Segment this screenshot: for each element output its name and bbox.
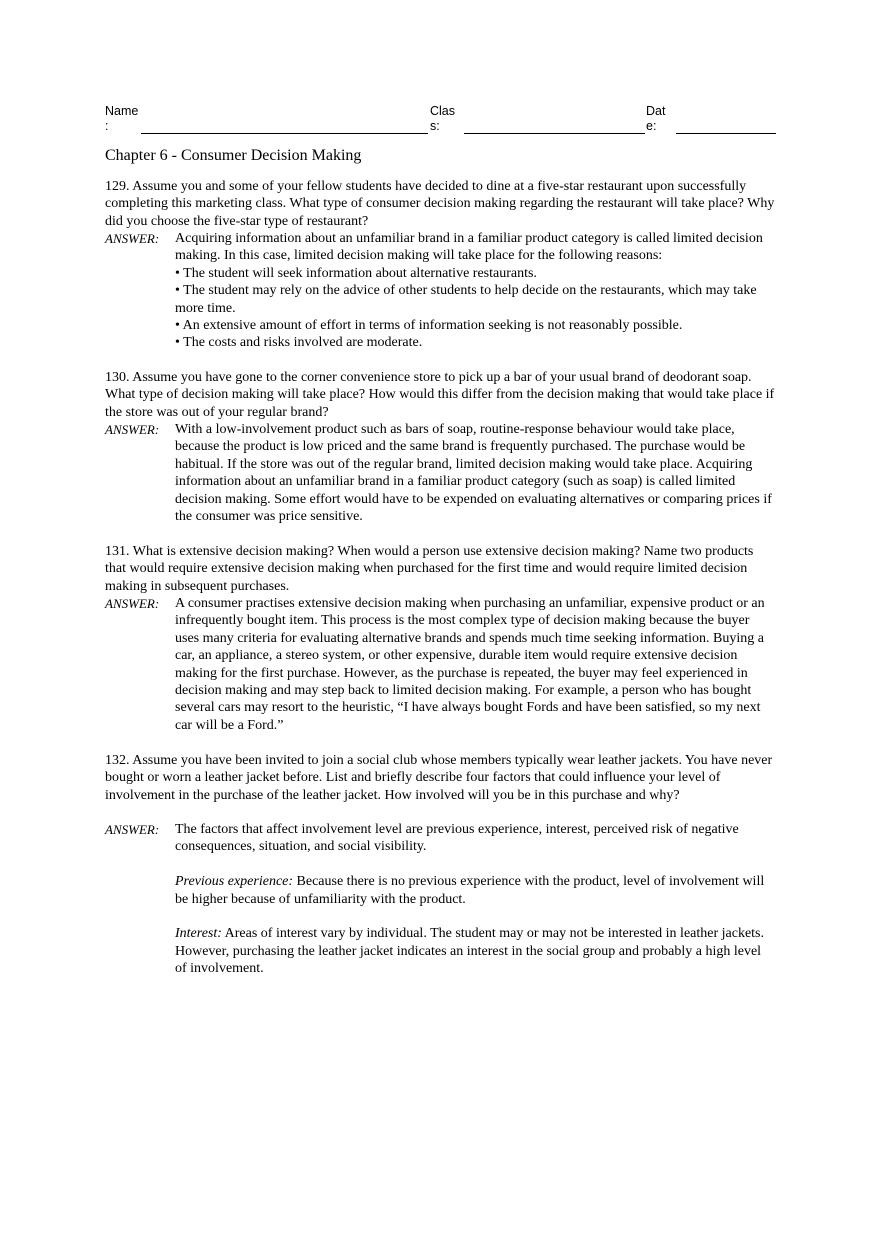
question-129: 129. Assume you and some of your fellow students have decided to dine at a five-star restaurant upon successfully completing this marketing class. What type of consumer decision making regarding the restaurant will take place? Why did you choose the five-star type of restaurant? [105, 179, 775, 229]
answer-130 [105, 421, 775, 525]
answer-129-intro: Acquiring information about an unfamiliar brand in a familiar product category is called limited decision making. In this case, limited decision making will take place for the following reasons: [175, 231, 763, 264]
class-label [430, 104, 455, 134]
question-132: 132. Assume you have been invited to join a social club whose members typically wear leather jackets. You have never bought or worn a leather jacket before. List and briefly describe four factors that could influence your level of involvement in the purchase of the leather jacket. How involved will you be in this purchase and why? [105, 753, 773, 803]
factor-text: Areas of interest vary by individual. The student may or may not be interested in leather jackets. However, purchasing the leather jacket indicates an interest in the social group and probably a high level of involvement. [175, 926, 765, 977]
answer-131-text: A consumer practises extensive decision making when purchasing an unfamiliar, expensive product or an infrequently bought item. This process is the most complex type of decision making because the buyer uses many criteria for evaluating alternative brands and spends much time seeking information. Buying a car, an appliance, a stereo system, or other expensive, durable item would require extensive decision making for the first purchase. However, as the purchase is repeated, the buyer may feel experienced in decision making and may step back to limited decision making. For example, a person who has bought several cars may resort to the heuristic, “I have always bought Fords and have been satisfied, so my next car will be a Ford.” [175, 596, 765, 733]
chapter-title: Chapter 6 - Consumer Decision Making [105, 147, 362, 164]
answer-132-intro: The factors that affect involvement level are previous experience, interest, perceived risk of negative consequences, situation, and social visibility. [175, 822, 739, 855]
class-label-bottom: s: [430, 119, 440, 133]
answer-129-bullet: • The costs and risks involved are moderate. [175, 335, 423, 351]
question-130: 130. Assume you have gone to the corner convenience store to pick up a bar of your usual brand of deodorant soap. What type of decision making will take place? How would this differ from the decision making that would take place if the store was out of your regular brand? [105, 370, 775, 420]
class-field-line[interactable] [464, 133, 645, 134]
answer-label: ANSWER: [105, 822, 160, 837]
factor-text: Because there is no previous experience with the product, level of involvement will be higher because of unfamiliarity with the product. [175, 874, 765, 907]
answer-label: ANSWER: [105, 231, 160, 246]
name-field-line[interactable] [141, 133, 428, 134]
factor-label: Previous experience: [175, 874, 294, 890]
answer-130-text: With a low-involvement product such as bars of soap, routine-response behaviour would take place, because the product is low priced and the same brand is frequently purchased. The purchase would be habitual. If the store was out of the regular brand, limited decision making would take place. Acquiring information about an unfamiliar brand in a familiar product category (such as soap) is called limited decision making. Some effort would have to be expended on evaluating alternatives or comparing prices if the consumer was price sensitive. [175, 422, 772, 525]
question-131: 131. What is extensive decision making? When would a person use extensive decision making? Name two products that would require extensive decision making when purchased for the first time and would require limited decision making in subsequent purchases. [105, 544, 754, 594]
date-label [646, 104, 665, 134]
factor-interest [175, 925, 775, 977]
answer-132 [105, 821, 775, 978]
answer-131 [105, 595, 775, 734]
class-label-top: Clas [430, 104, 456, 118]
date-field-line[interactable] [676, 133, 776, 134]
factor-label: Interest: [175, 926, 222, 942]
date-label-bottom: e: [646, 119, 657, 133]
answer-label: ANSWER: [105, 422, 160, 437]
name-label [105, 104, 138, 134]
name-label-bottom: : [105, 119, 109, 133]
answer-129 [105, 230, 775, 352]
factor-previous-experience [175, 873, 775, 908]
date-label-top: Dat [646, 104, 666, 118]
answer-129-bullet: • The student may rely on the advice of other students to help decide on the restaurants, which may take more time. [175, 283, 757, 316]
name-label-top: Name [105, 104, 139, 118]
answer-label: ANSWER: [105, 596, 160, 611]
answer-129-bullet: • An extensive amount of effort in terms of information seeking is not reasonably possible. [175, 318, 683, 334]
answer-129-bullet: • The student will seek information about alternative restaurants. [175, 265, 537, 281]
